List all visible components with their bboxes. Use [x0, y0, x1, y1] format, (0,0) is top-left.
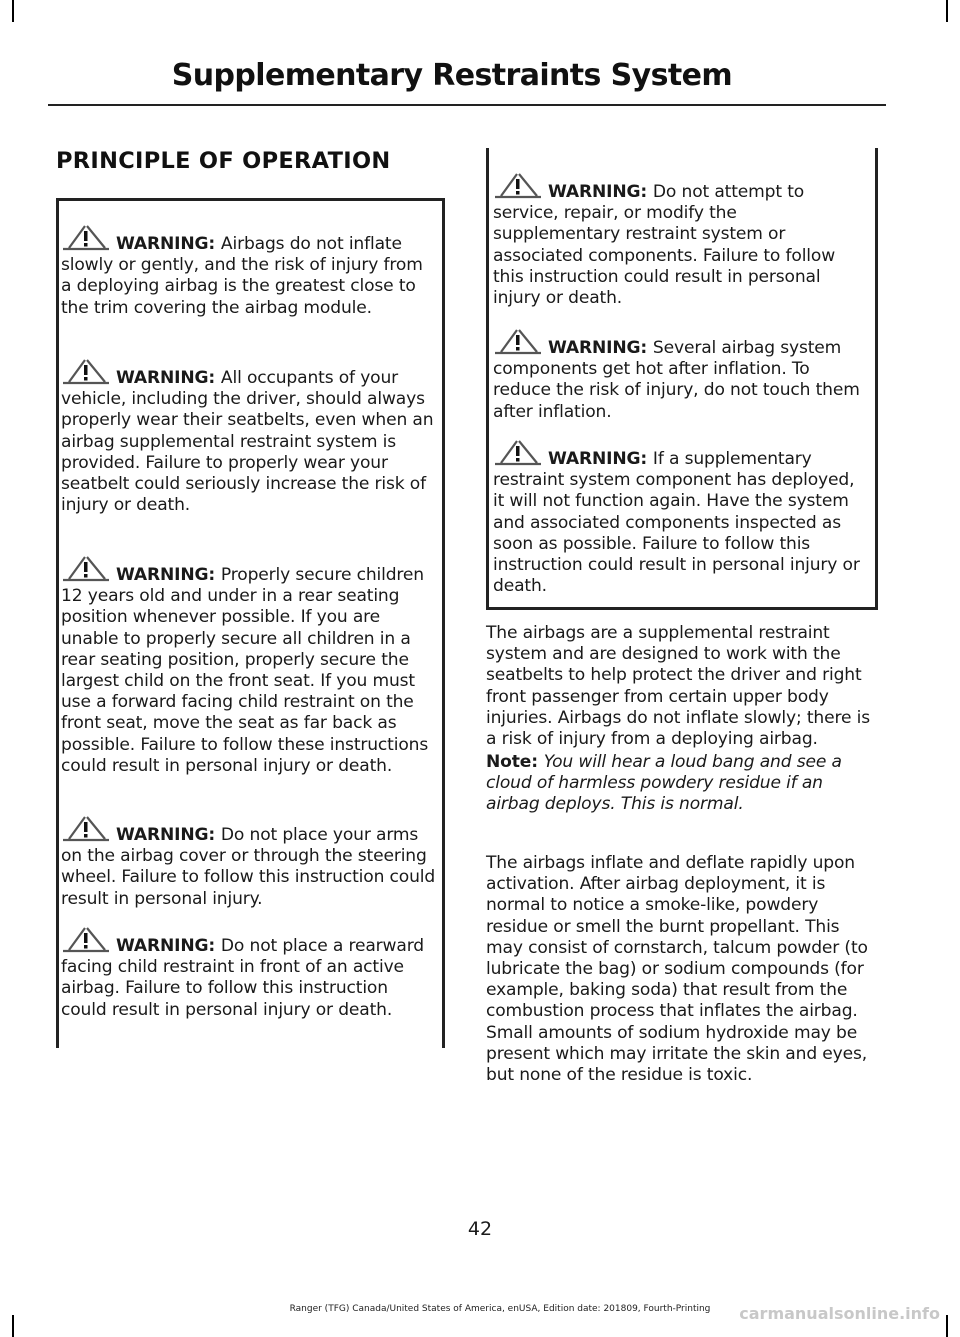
warning-triangle-icon [61, 224, 112, 252]
watermark: carmanualsonline.info [739, 1304, 940, 1323]
note-text: You will hear a loud bang and see a cloud of harmless powdery residue if an airbag deploys. This is normal. [486, 752, 842, 815]
page-number: 42 [467, 1218, 493, 1240]
crop-mark [946, 1315, 948, 1337]
warning-label: WARNING: [116, 234, 221, 254]
warning-block [61, 936, 437, 1021]
warning-block [61, 234, 437, 319]
warning-triangle-icon [61, 926, 112, 954]
warning-block [493, 338, 869, 423]
warning-text: All occupants of your vehicle, including the driver, should always properly wear their seatbelts, even when an airbag supplemental restraint system is provided. Failure to properly wear your seatbelt could seriously increase the risk of injury or death. [61, 368, 434, 516]
right-warning-box [486, 148, 878, 610]
left-warning-box [56, 198, 445, 1048]
crop-mark [12, 0, 14, 22]
note-paragraph [486, 752, 878, 816]
warning-block [61, 368, 437, 516]
warning-triangle-icon [61, 555, 112, 583]
body-paragraph: The airbags inflate and deflate rapidly upon activation. After airbag deployment, it is normal to notice a smoke-like, powdery residue or smell the burnt propellant. This may consist of cornstarch, talcum powder (to lubricate the bag) or sodium compounds (for example, baking soda) that result from the combustion process that inflates the airbag. Small amounts of sodium hydroxide may be present which may irritate the skin and eyes, but none of the residue is toxic. [486, 853, 868, 1086]
warning-block [61, 825, 437, 910]
warning-triangle-icon [493, 172, 544, 200]
warning-text: Airbags do not inflate slowly or gently, and the risk of injury from a deploying airbag is the greatest close to the trim covering the airbag module. [61, 234, 423, 318]
warning-text: Do not attempt to service, repair, or modify the supplementary restraint system or associated components. Failure to follow this instruction could result in personal injury or death. [493, 182, 836, 309]
warning-label: WARNING: [548, 338, 653, 358]
header-divider [48, 104, 886, 106]
crop-mark [12, 1315, 14, 1337]
body-paragraph: The airbags are a supplemental restraint system and are designed to work with the seatbelts to help protect the driver and right front passenger from certain upper body injuries. Airbags do not inflate slowly; there is a risk of injury from a deploying airbag. [486, 623, 870, 750]
section-heading: PRINCIPLE OF OPERATION [56, 148, 391, 174]
warning-triangle-icon [61, 815, 112, 843]
warning-block [61, 565, 437, 777]
edition-footer: Ranger (TFG) Canada/United States of America, enUSA, Edition date: 201809, Fourth-Printing [289, 1304, 711, 1314]
warning-text: If a supplementary restraint system component has deployed, it will not function again. Have the system and associated components inspected as soon as possible. Failure to follow this instruction could result in personal injury or death. [493, 449, 860, 597]
warning-label: WARNING: [548, 182, 653, 202]
warning-text: Do not place your arms on the airbag cover or through the steering wheel. Failure to follow this instruction could result in personal injury. [61, 825, 436, 909]
warning-text: Do not place a rearward facing child restraint in front of an active airbag. Failure to follow this instruction could result in personal injury or death. [61, 936, 424, 1020]
warning-text: Several airbag system components get hot after inflation. To reduce the risk of injury, do not touch them after inflation. [493, 338, 860, 422]
warning-text: Properly secure children 12 years old and under in a rear seating position whenever possible. If you are unable to properly secure all children in a rear seating position, properly secure the largest child on the front seat. If you must use a forward facing child restraint on the front seat, move the seat as far back as possible. Failure to follow these instructions could result in personal injury or death. [61, 565, 429, 776]
warning-block [493, 449, 869, 597]
warning-triangle-icon [493, 328, 544, 356]
warning-label: WARNING: [116, 368, 221, 388]
warning-label: WARNING: [548, 449, 653, 469]
page-header-title: Supplementary Restraints System [171, 58, 732, 93]
warning-triangle-icon [61, 358, 112, 386]
warning-triangle-icon [493, 439, 544, 467]
crop-mark [946, 0, 948, 22]
note-label: Note: [486, 752, 544, 772]
warning-label: WARNING: [116, 825, 221, 845]
warning-block [493, 182, 869, 309]
warning-label: WARNING: [116, 565, 221, 585]
warning-label: WARNING: [116, 936, 221, 956]
